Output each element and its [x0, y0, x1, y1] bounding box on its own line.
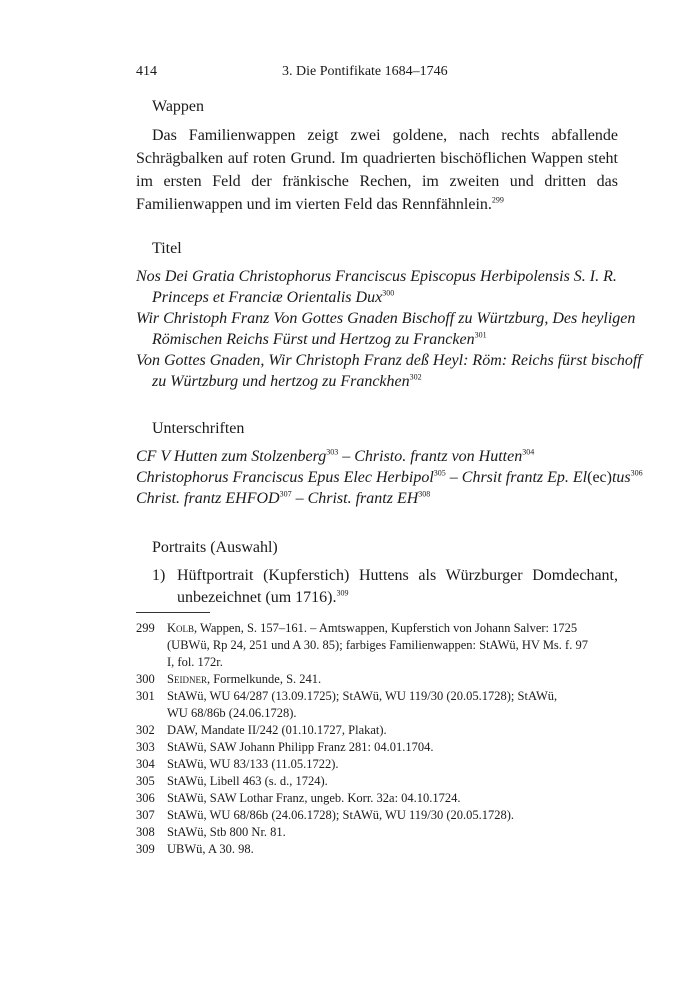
footnote-304 [136, 756, 618, 773]
footnote-line: StAWü, SAW Lothar Franz, ungeb. Korr. 32a: 04.10.1724. [167, 791, 461, 805]
footnote-line: DAW, Mandate II/242 (01.10.1727, Plakat). [167, 723, 387, 737]
footnote-ref: 303 [326, 447, 339, 457]
footnote-line: UBWü, A 30. 98. [167, 842, 254, 856]
footnote-300 [136, 671, 618, 688]
heading-portraits: Portraits (Auswahl) [152, 539, 278, 556]
footnote-ref: 299 [491, 195, 504, 205]
footnote-ref: 305 [433, 468, 446, 478]
signature-text: CF V Hutten zum Stolzenberg [136, 448, 327, 465]
titel-entry-1-line-1: Nos Dei Gratia Christophorus Franciscus Episcopus Herbipolensis S. I. R. [136, 268, 617, 285]
footnote-number: 300 [136, 672, 155, 686]
footnote-line: Kolb, Wappen, S. 157–161. – Amtswappen, Kupferstich von Johann Salver: 1725 [167, 621, 578, 635]
footnote-308 [136, 824, 618, 841]
running-title: 3. Die Pontifikate 1684–1746 [282, 64, 448, 79]
heading-unterschriften: Unterschriften [152, 420, 245, 437]
heading-titel: Titel [152, 240, 182, 257]
signature-line-2 [136, 467, 643, 489]
footnote-ref: 300 [382, 288, 395, 298]
signature-text: Christophorus Franciscus Epus Elec Herbipol [136, 469, 434, 486]
footnote-line: StAWü, Libell 463 (s. d., 1724). [167, 774, 328, 788]
footnote-ref: 306 [630, 468, 643, 478]
footnote-ref: 309 [336, 588, 349, 598]
signature-text: Christ. frantz EHFOD [136, 490, 280, 507]
portrait-item-line-2 [177, 587, 349, 609]
page-number: 414 [136, 64, 157, 79]
signature-line-1 [136, 446, 534, 468]
footnote-305 [136, 773, 618, 790]
titel-entry-2-line-2 [152, 329, 487, 351]
titel-entry-1-line-2 [152, 287, 394, 309]
footnote-number: 308 [136, 825, 155, 839]
signature-text: Christo. frantz von Hutten [354, 448, 523, 465]
footnote-number: 302 [136, 723, 155, 737]
footnote-number: 305 [136, 774, 155, 788]
wappen-paragraph [136, 124, 618, 216]
footnote-line: StAWü, SAW Johann Philipp Franz 281: 04.01.1704. [167, 740, 434, 754]
footnote-line: Seidner, Formelkunde, S. 241. [167, 672, 322, 686]
titel-entry-1-text: Princeps et Franciæ Orientalis Dux [152, 289, 383, 306]
separator: – [445, 469, 462, 486]
titel-entry-2-line-1: Wir Christoph Franz Von Gottes Gnaden Bischoff zu Würtzburg, Des heyligen [136, 310, 636, 327]
footnote-separator [136, 612, 210, 613]
titel-entry-3-line-2 [152, 371, 422, 393]
footnote-number: 306 [136, 791, 155, 805]
footnote-302 [136, 722, 618, 739]
footnote-301 [136, 688, 618, 722]
footnote-line: I, fol. 172r. [167, 655, 223, 669]
footnote-line: StAWü, WU 83/133 (11.05.1722). [167, 757, 339, 771]
footnote-ref: 307 [279, 489, 292, 499]
portrait-item-text: unbezeichnet (um 1716). [177, 589, 337, 606]
footnote-number: 307 [136, 808, 155, 822]
portrait-item-number: 1) [152, 567, 166, 584]
footnote-number: 304 [136, 757, 155, 771]
footnote-ref: 302 [409, 372, 422, 382]
footnote-number: 309 [136, 842, 155, 856]
footnote-ref: 301 [474, 330, 487, 340]
footnote-number: 301 [136, 689, 155, 703]
titel-entry-3-line-1: Von Gottes Gnaden, Wir Christoph Franz deß Heyl: Röm: Reichs fürst bischoff [136, 352, 642, 369]
footnote-line: StAWü, WU 64/287 (13.09.1725); StAWü, WU 119/30 (20.05.1728); StAWü, [167, 689, 558, 703]
signature-line-3 [136, 488, 430, 510]
footnote-number: 299 [136, 621, 155, 635]
footnote-line: (UBWü, Rp 24, 251 und A 30. 85); farbiges Familienwappen: StAWü, HV Ms. f. 97 [167, 638, 588, 652]
footnote-307 [136, 807, 618, 824]
titel-entry-2-text: Römischen Reichs Fürst und Hertzog zu Francken [152, 331, 475, 348]
separator: – [338, 448, 355, 465]
footnote-line: StAWü, WU 68/86b (24.06.1728); StAWü, WU 119/30 (20.05.1728). [167, 808, 515, 822]
footnote-309 [136, 841, 618, 858]
footnote-306 [136, 790, 618, 807]
footnote-line: WU 68/86b (24.06.1728). [167, 706, 297, 720]
footnote-number: 303 [136, 740, 155, 754]
footnote-303 [136, 739, 618, 756]
titel-entry-3-text: zu Würtzburg und hertzog zu Franckhen [152, 373, 410, 390]
signature-text: Chrsit frantz Ep. El [461, 469, 588, 486]
signature-text: Christ. frantz EH [307, 490, 419, 507]
separator: – [291, 490, 308, 507]
wappen-text: Das Familienwappen zeigt zwei goldene, nach rechts abfallende Schrägbalken auf roten Grund. Im quadrierten bischöflichen Wappen steht im ersten Feld der fränkische Rechen, im zweiten und dritten das Familienwappen und im vierten Feld das Rennfähnlein. [136, 127, 618, 213]
footnote-ref: 308 [418, 489, 431, 499]
portrait-item-line-1: Hüftportrait (Kupferstich) Huttens als Würzburger Domdechant, [177, 567, 618, 584]
footnote-299 [136, 620, 618, 671]
footnote-ref: 304 [522, 447, 535, 457]
signature-text-upright: (ec) [587, 469, 612, 486]
footnote-line: StAWü, Stb 800 Nr. 81. [167, 825, 286, 839]
signature-text: tus [611, 469, 631, 486]
heading-wappen: Wappen [152, 98, 205, 115]
